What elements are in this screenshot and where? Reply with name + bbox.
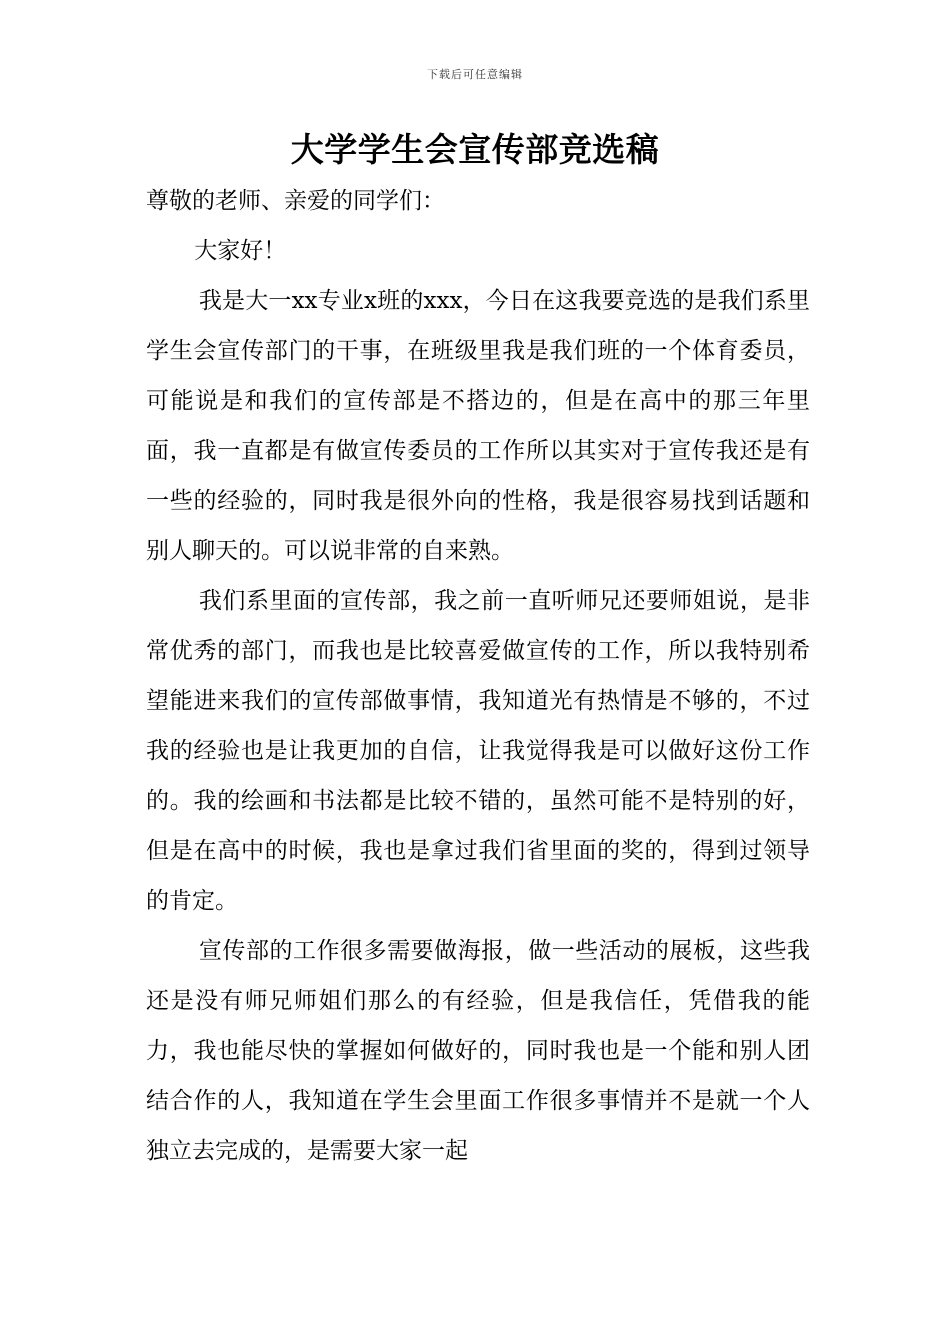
greeting: 大家好！ <box>194 238 287 264</box>
paragraph-3: 宣传部的工作很多需要做海报，做一些活动的展板，这些我还是没有师兄师姐们那么的有经验，但是我信任，凭借我的能力，我也能尽快的掌握如何做好的，同时我也是一个能和别人团结合作的人，我知道在学生会里面工作很多事情并不是就一个人独立去完成的，是需要大家一起 <box>146 938 810 1164</box>
paragraph-2: 我们系里面的宣传部，我之前一直听师兄还要师姐说，是非常优秀的部门，而我也是比较喜爱做宣传的工作，所以我特别希望能进来我们的宣传部做事情，我知道光有热情是不够的，不过我的经验也是让我更加的自信，让我觉得我是可以做好这份工作的。我的绘画和书法都是比较不错的，虽然可能不是特别的好，但是在高中的时候，我也是拿过我们省里面的奖的，得到过领导的肯定。 <box>146 588 810 914</box>
salutation: 尊敬的老师、亲爱的同学们： <box>146 188 445 214</box>
document-title: 大学学生会宣传部竞选稿 <box>290 130 660 169</box>
document-body <box>146 176 810 1176</box>
paragraph-1: 我是大一xx专业x班的xxx，今日在这我要竞选的是我们系里学生会宣传部门的干事，在班级里我是我们班的一个体育委员，可能说是和我们的宣传部是不搭边的，但是在高中的那三年里面，我一直都是有做宣传委员的工作所以其实对于宣传我还是有一些的经验的，同时我是很外向的性格，我是很容易找到话题和别人聊天的。可以说非常的自来熟。 <box>146 288 810 564</box>
header-note: 下载后可任意编辑 <box>427 68 523 81</box>
